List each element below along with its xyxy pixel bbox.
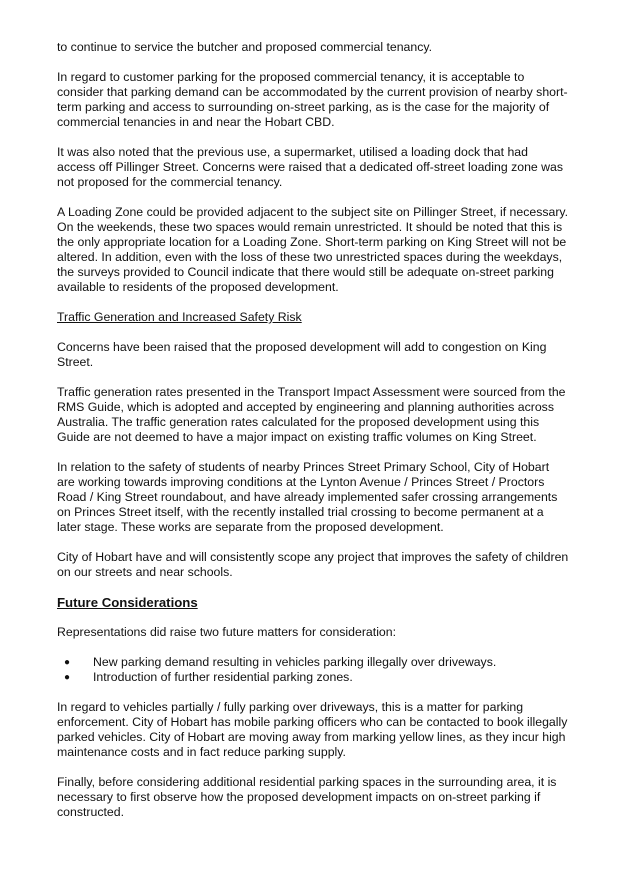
heading-future-considerations: Future Considerations (57, 595, 198, 610)
bullet-icon: ● (64, 657, 71, 668)
paragraph-continuation: to continue to service the butcher and proposed commercial tenancy. (57, 40, 433, 54)
paragraph-loading-dock: It was also noted that the previous use, a supermarket, utilised a loading dock that had access off Pillinger Street. Concerns were raised that a dedicated off-street loading zone was not proposed for the commercial tenancy. (57, 145, 564, 189)
paragraph-customer-parking: In regard to customer parking for the proposed commercial tenancy, it is acceptable to consider that parking demand can be accommodated by the current provision of nearby short-term parking and access to surrounding on-street parking, as is the case for the majority of commercial tenancies in and near the Hobart CBD. (57, 70, 568, 129)
paragraph-school-safety: In relation to the safety of students of nearby Princes Street Primary School, City of Hobart are working towards improving conditions at the Lynton Avenue / Princes Street / Proctors Road / King Street roundabout, and have already implemented safer crossing arrangements on Princes Street itself, with the recently installed trial crossing to become permanent at a later stage. These works are separate from the proposed development. (57, 460, 558, 534)
paragraph-driveways: In regard to vehicles partially / fully parking over driveways, this is a matter for parking enforcement. City of Hobart has mobile parking officers who can be contacted to book illegally parked vehicles. City of Hobart are moving away from marking yellow lines, as they incur high maintenance costs and in fact reduce parking supply. (57, 700, 568, 759)
paragraph-traffic-rates: Traffic generation rates presented in the Transport Impact Assessment were sourced from the RMS Guide, which is adopted and accepted by engineering and planning authorities across Australia. The traffic generation rates calculated for the proposed development using this Guide are not deemed to have a major impact on existing traffic volumes on King Street. (57, 385, 566, 444)
list-item-text: New parking demand resulting in vehicles parking illegally over driveways. (93, 655, 497, 669)
paragraph-congestion: Concerns have been raised that the proposed development will add to congestion on King Street. (57, 340, 547, 369)
paragraph-loading-zone: A Loading Zone could be provided adjacent to the subject site on Pillinger Street, if necessary. On the weekends, these two spaces would remain unrestricted. It should be noted that this is the only appropriate location for a Loading Zone. Short-term parking on King Street will not be altered. In addition, even with the loss of these two unrestricted spaces during the weekdays, the surveys provided to Council indicate that there would still be adequate on-street parking available to residents of the proposed development. (57, 205, 569, 294)
bullet-icon: ● (64, 672, 71, 683)
list-item (57, 655, 569, 670)
paragraph-finally: Finally, before considering additional residential parking spaces in the surrounding area, it is necessary to first observe how the proposed development impacts on on-street parking if constructed. (57, 775, 557, 819)
heading-traffic-generation: Traffic Generation and Increased Safety Risk (57, 310, 302, 324)
list-item (57, 670, 569, 685)
paragraph-representations-intro: Representations did raise two future matters for consideration: (57, 625, 397, 639)
bullet-list (57, 655, 569, 685)
list-item-text: Introduction of further residential parking zones. (93, 670, 353, 684)
document-page (57, 40, 569, 835)
paragraph-city-scope: City of Hobart have and will consistently scope any project that improves the safety of children on our streets and near schools. (57, 550, 569, 579)
